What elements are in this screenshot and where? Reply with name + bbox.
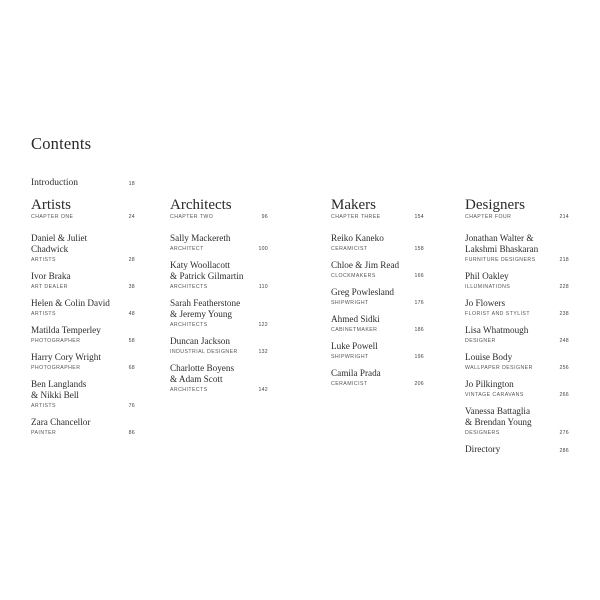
entry-name xyxy=(170,336,268,347)
entry-name xyxy=(31,417,135,428)
entry-page: 206 xyxy=(414,381,424,387)
entry-meta xyxy=(465,311,569,317)
entry-meta xyxy=(170,349,268,355)
entry-page: 276 xyxy=(559,430,569,436)
entry-page: 122 xyxy=(258,322,268,328)
entry-role: PHOTOGRAPHER xyxy=(31,338,81,344)
entry-page: 142 xyxy=(258,387,268,393)
entry-role: ARTISTS xyxy=(31,257,56,263)
chapter-line[interactable] xyxy=(331,214,424,220)
entry-name xyxy=(31,298,135,309)
chapter-title: Makers xyxy=(331,197,376,213)
chapter-line[interactable] xyxy=(170,214,268,220)
entry-role: WALLPAPER DESIGNER xyxy=(465,365,533,371)
contents-entry[interactable] xyxy=(31,298,135,317)
entry-page: 68 xyxy=(128,365,135,371)
entry-name-line: Sarah Featherstone xyxy=(170,298,241,308)
contents-entry[interactable] xyxy=(465,444,569,455)
entry-name-line: & Adam Scott xyxy=(170,374,223,384)
entry-page: 248 xyxy=(559,338,569,344)
entry-meta xyxy=(465,392,569,398)
contents-entry[interactable] xyxy=(31,417,135,436)
entry-role: INDUSTRIAL DESIGNER xyxy=(170,349,238,355)
entry-name-line: & Jeremy Young xyxy=(170,309,233,319)
entry-name-line: Phil Oakley xyxy=(465,271,509,281)
entry-page: 256 xyxy=(559,365,569,371)
entry-role: CERAMICIST xyxy=(331,246,368,252)
entry-meta xyxy=(331,381,424,387)
entry-page: 266 xyxy=(559,392,569,398)
entry-name-line: Jonathan Walter & xyxy=(465,233,534,243)
entry-meta xyxy=(31,403,135,409)
entry-page: 110 xyxy=(258,284,268,290)
chapter-page: 214 xyxy=(559,214,569,220)
entry-role: PHOTOGRAPHER xyxy=(31,365,81,371)
chapter-column xyxy=(170,196,268,401)
contents-entry[interactable] xyxy=(331,314,424,333)
entry-name-line: Charlotte Boyens xyxy=(170,363,235,373)
entry-role: PAINTER xyxy=(31,430,57,436)
contents-entry[interactable] xyxy=(331,368,424,387)
entry-name xyxy=(331,341,424,352)
entry-name-line: Lisa Whatmough xyxy=(465,325,529,335)
contents-entry[interactable] xyxy=(331,341,424,360)
entry-meta xyxy=(170,322,268,328)
entry-name xyxy=(170,298,268,320)
chapter-column xyxy=(465,196,569,463)
entry-meta xyxy=(465,284,569,290)
chapter-page: 24 xyxy=(128,214,135,220)
contents-entry[interactable] xyxy=(170,298,268,328)
entry-meta xyxy=(170,284,268,290)
chapter-line[interactable] xyxy=(31,214,135,220)
entry-name xyxy=(31,233,135,255)
entry-meta xyxy=(31,257,135,263)
entry-meta xyxy=(31,311,135,317)
entry-page: 166 xyxy=(414,273,424,279)
page-title: Contents xyxy=(31,134,92,153)
contents-entry[interactable] xyxy=(170,233,268,252)
contents-entry[interactable] xyxy=(465,325,569,344)
entry-role: CLOCKMAKERS xyxy=(331,273,376,279)
entry-page: 186 xyxy=(414,327,424,333)
introduction-entry[interactable] xyxy=(31,178,135,188)
entry-name xyxy=(331,260,424,271)
contents-entry[interactable] xyxy=(465,271,569,290)
entry-page: 48 xyxy=(128,311,135,317)
entry-meta xyxy=(465,338,569,344)
chapter-label: CHAPTER FOUR xyxy=(465,214,512,220)
contents-entry[interactable] xyxy=(170,363,268,393)
introduction-page: 18 xyxy=(128,181,135,187)
entry-page: 76 xyxy=(128,403,135,409)
entry-page: 176 xyxy=(414,300,424,306)
chapter-column xyxy=(331,196,424,395)
entry-name-line: Ahmed Sidki xyxy=(331,314,380,324)
chapter-column xyxy=(31,196,135,444)
entry-row xyxy=(465,444,569,455)
entry-role: ILLUMINATIONS xyxy=(465,284,511,290)
contents-entry[interactable] xyxy=(331,287,424,306)
contents-entry[interactable] xyxy=(31,379,135,409)
entry-name-line: Ben Langlands xyxy=(31,379,87,389)
contents-entry[interactable] xyxy=(170,336,268,355)
entry-meta xyxy=(31,430,135,436)
chapter-label: CHAPTER ONE xyxy=(31,214,74,220)
contents-entry[interactable] xyxy=(465,298,569,317)
entry-role: VINTAGE CARAVANS xyxy=(465,392,524,398)
entry-meta xyxy=(331,354,424,360)
entry-name-line: Luke Powell xyxy=(331,341,378,351)
entry-name-line: Jo Flowers xyxy=(465,298,506,308)
contents-entry[interactable] xyxy=(465,233,569,263)
entry-name xyxy=(465,352,569,363)
entry-page: 286 xyxy=(559,448,569,454)
entry-name-line: & Brendan Young xyxy=(465,417,532,427)
entry-name-line: Ivor Braka xyxy=(31,271,71,281)
entry-name-line: Greg Powlesland xyxy=(331,287,395,297)
entry-meta xyxy=(170,387,268,393)
entry-page: 158 xyxy=(414,246,424,252)
entry-name-line: Jo Pilkington xyxy=(465,379,514,389)
contents-entry[interactable] xyxy=(31,271,135,290)
contents-entry[interactable] xyxy=(31,352,135,371)
entry-name xyxy=(331,287,424,298)
chapter-label: CHAPTER TWO xyxy=(170,214,214,220)
entry-page: 228 xyxy=(559,284,569,290)
introduction-label: Introduction xyxy=(31,178,78,188)
entry-meta xyxy=(331,327,424,333)
entry-name-line: Daniel & Juliet xyxy=(31,233,88,243)
entry-page: 38 xyxy=(128,284,135,290)
entry-name-line: Camila Prada xyxy=(331,368,381,378)
entry-meta xyxy=(465,365,569,371)
entry-role: ARCHITECT xyxy=(170,246,204,252)
chapter-label: CHAPTER THREE xyxy=(331,214,381,220)
entry-meta xyxy=(331,246,424,252)
chapter-line[interactable] xyxy=(465,214,569,220)
entry-page: 196 xyxy=(414,354,424,360)
contents-entry[interactable] xyxy=(31,233,135,263)
entry-name xyxy=(465,379,569,390)
entry-role: ARTISTS xyxy=(31,311,56,317)
chapter-title: Designers xyxy=(465,197,525,213)
entry-meta xyxy=(170,246,268,252)
entry-name xyxy=(465,271,569,282)
entry-name-line: Chadwick xyxy=(31,244,69,254)
entry-name xyxy=(465,233,569,255)
contents-entry[interactable] xyxy=(31,325,135,344)
entry-name xyxy=(31,271,135,282)
entry-page: 100 xyxy=(258,246,268,252)
entry-meta xyxy=(31,284,135,290)
entry-name-line: Matilda Temperley xyxy=(31,325,101,335)
entry-name-line: Sally Mackereth xyxy=(170,233,231,243)
entry-name xyxy=(331,368,424,379)
entry-name-line: Reiko Kaneko xyxy=(331,233,384,243)
entry-name xyxy=(465,298,569,309)
contents-entry[interactable] xyxy=(465,379,569,398)
entry-name-line: Katy Woollacott xyxy=(170,260,231,270)
entry-name xyxy=(465,406,569,428)
entry-name xyxy=(465,444,500,455)
entry-name-line: Lakshmi Bhaskaran xyxy=(465,244,539,254)
entry-meta xyxy=(465,257,569,263)
entry-page: 218 xyxy=(559,257,569,263)
entry-name xyxy=(170,260,268,282)
entry-meta xyxy=(31,338,135,344)
entry-meta xyxy=(31,365,135,371)
entry-role: CABINETMAKER xyxy=(331,327,378,333)
entry-name-line: Directory xyxy=(465,444,501,454)
entry-name-line: & Nikki Bell xyxy=(31,390,79,400)
chapter-title: Artists xyxy=(31,197,72,213)
entry-role: SHIPWRIGHT xyxy=(331,300,369,306)
entry-page: 132 xyxy=(258,349,268,355)
chapter-title: Architects xyxy=(170,197,232,213)
entry-role: FLORIST AND STYLIST xyxy=(465,311,530,317)
entry-name xyxy=(31,325,135,336)
entry-role: SHIPWRIGHT xyxy=(331,354,369,360)
entry-page: 86 xyxy=(128,430,135,436)
entry-name-line: Duncan Jackson xyxy=(170,336,230,346)
entry-name-line: Helen & Colin David xyxy=(31,298,110,308)
entry-name-line: Zara Chancellor xyxy=(31,417,91,427)
entry-name-line: Harry Cory Wright xyxy=(31,352,101,362)
entry-name-line: Chloe & Jim Read xyxy=(331,260,400,270)
entry-role: FURNITURE DESIGNERS xyxy=(465,257,536,263)
entry-role: DESIGNER xyxy=(465,338,496,344)
entry-name-line: & Patrick Gilmartin xyxy=(170,271,244,281)
contents-entry[interactable] xyxy=(331,233,424,252)
entry-name xyxy=(31,379,135,401)
entry-name-line: Louise Body xyxy=(465,352,513,362)
entry-name xyxy=(31,352,135,363)
chapter-page: 154 xyxy=(414,214,424,220)
entry-role: ARCHITECTS xyxy=(170,387,208,393)
entry-role: ART DEALER xyxy=(31,284,68,290)
contents-entry[interactable] xyxy=(465,406,569,436)
entry-role: CERAMICIST xyxy=(331,381,368,387)
entry-name xyxy=(465,325,569,336)
entry-role: DESIGNERS xyxy=(465,430,500,436)
entry-meta xyxy=(331,300,424,306)
entry-name xyxy=(170,363,268,385)
chapter-page: 96 xyxy=(261,214,268,220)
contents-entry[interactable] xyxy=(465,352,569,371)
entry-role: ARTISTS xyxy=(31,403,56,409)
entry-name xyxy=(170,233,268,244)
entry-page: 28 xyxy=(128,257,135,263)
entry-page: 58 xyxy=(128,338,135,344)
contents-entry[interactable] xyxy=(331,260,424,279)
entry-role: ARCHITECTS xyxy=(170,322,208,328)
entry-name xyxy=(331,314,424,325)
entry-role: ARCHITECTS xyxy=(170,284,208,290)
entry-name-line: Vanessa Battaglia xyxy=(465,406,531,416)
contents-entry[interactable] xyxy=(170,260,268,290)
entry-name xyxy=(331,233,424,244)
entry-meta xyxy=(331,273,424,279)
entry-meta xyxy=(465,430,569,436)
entry-page: 238 xyxy=(559,311,569,317)
